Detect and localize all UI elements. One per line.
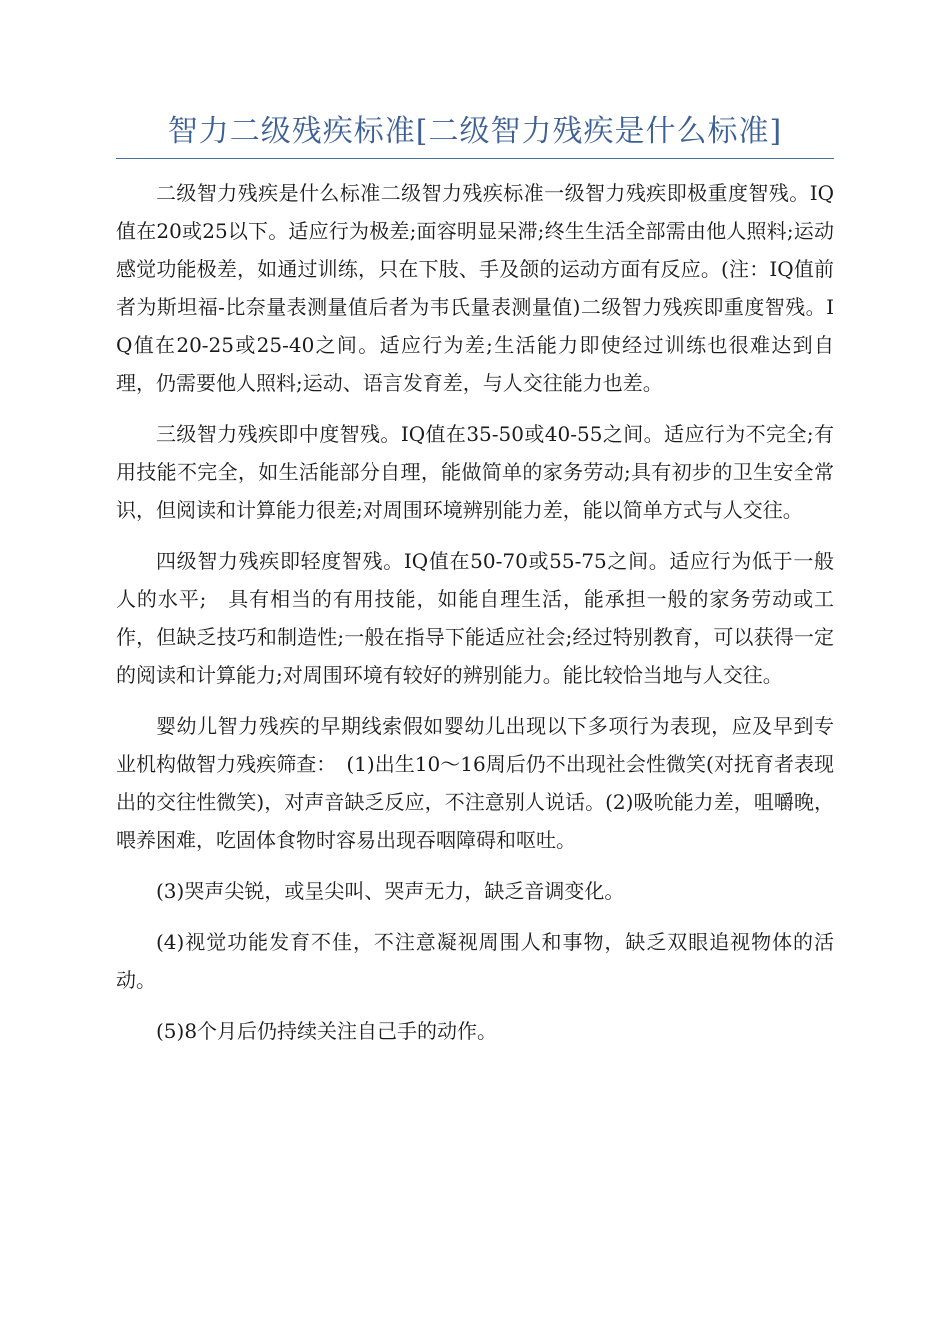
title-block <box>116 112 834 159</box>
paragraph-5: (3)哭声尖锐，或呈尖叫、哭声无力，缺乏音调变化。 <box>156 879 625 903</box>
paragraph-2: 三级智力残疾即中度智残。IQ值在35-50或40-55之间。适应行为不完全;有用技能不完全，如生活能部分自理，能做简单的家务劳动;具有初步的卫生安全常识，但阅读和计算能力很差;对周围环境辨别能力差，能以简单方式与人交往。 <box>116 422 834 522</box>
page-title: 智力二级残疾标准[二级智力残疾是什么标准] <box>167 114 783 149</box>
paragraph-7: (5)8个月后仍持续关注自己手的动作。 <box>156 1019 498 1043</box>
paragraph-1: 二级智力残疾是什么标准二级智力残疾标准一级智力残疾即极重度智残。IQ值在20或25以下。适应行为极差;面容明显呆滞;终生生活全部需由他人照料;运动感觉功能极差，如通过训练，只在下肢、手及颌的运动方面有反应。(注：IQ值前者为斯坦福-比奈量表测量值后者为韦氏量表测量值)二级智力残疾即重度智残。IQ值在20-25或25-40之间。适应行为差;生活能力即使经过训练也很难达到自理，仍需要他人照料;运动、语言发育差，与人交往能力也差。 <box>116 181 834 395</box>
paragraph-4: 婴幼儿智力残疾的早期线索假如婴幼儿出现以下多项行为表现，应及早到专业机构做智力残疾筛查： (1)出生10～16周后仍不出现社会性微笑(对抚育者表现出的交往性微笑)，对声音缺乏反应，不注意别人说话。(2)吸吮能力差，咀嚼晚，喂养困难，吃固体食物时容易出现吞咽障碍和呕吐。 <box>116 714 834 852</box>
document-body <box>116 174 834 1063</box>
paragraph-3: 四级智力残疾即轻度智残。IQ值在50-70或55-75之间。适应行为低于一般人的水平; 具有相当的有用技能，如能自理生活，能承担一般的家务劳动或工作，但缺乏技巧和制造性;一般在指导下能适应社会;经过特别教育，可以获得一定的阅读和计算能力;对周围环境有较好的辨别能力。能比较恰当地与人交往。 <box>116 549 834 687</box>
paragraph-6: (4)视觉功能发育不佳，不注意凝视周围人和事物，缺乏双眼追视物体的活动。 <box>116 930 834 992</box>
